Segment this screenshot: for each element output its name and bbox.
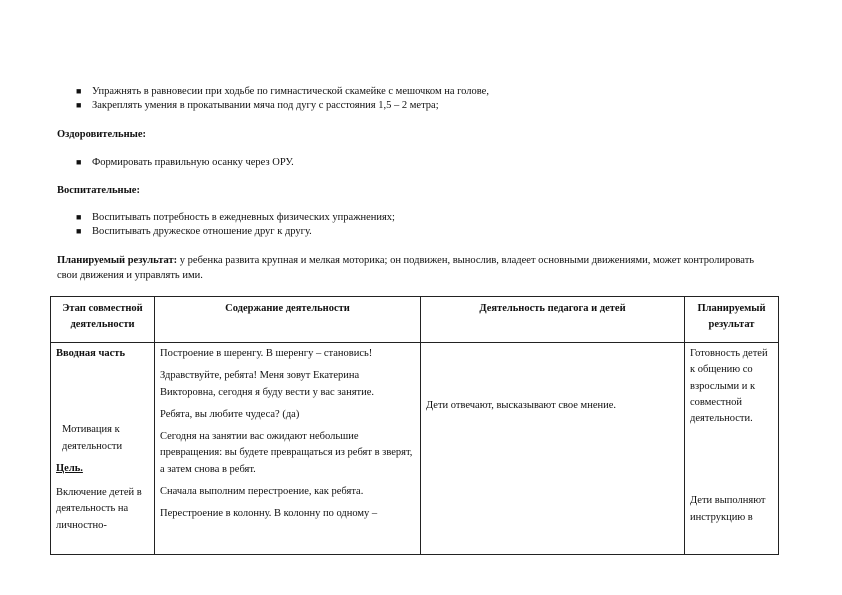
- bullet-icon: ■: [76, 157, 82, 167]
- header-result: Планируемый результат: [685, 297, 779, 343]
- content-line: Здравствуйте, ребята! Меня зовут Екатерина Викторовна, сегодня я буду вести у вас занятие.: [160, 370, 375, 398]
- content-line: Перестроение в колонну. В колонну по одному –: [160, 508, 378, 520]
- bullet-icon: ■: [76, 212, 82, 222]
- educational-bullet-list: [76, 211, 395, 239]
- list-item-text: Воспитывать потребность в ежедневных физических упражнениях;: [92, 212, 395, 223]
- content-line: Ребята, вы любите чудеса? (да): [160, 408, 300, 420]
- header-activity: Деятельность педагога и детей: [421, 297, 685, 343]
- health-heading: Оздоровительные:: [57, 129, 146, 140]
- educational-heading: Воспитательные:: [57, 185, 140, 196]
- list-item: [76, 99, 489, 113]
- content-cell: [155, 343, 421, 555]
- result-text: Дети выполняют инструкцию в: [690, 495, 766, 523]
- table-header-row: [51, 297, 779, 343]
- result-text: Готовность детей к общению со взрослыми и к совместной деятельности.: [690, 348, 768, 425]
- content-line: Построение в шеренгу. В шеренгу – становись!: [160, 348, 373, 359]
- content-line: Сначала выполним перестроение, как ребята.: [160, 485, 364, 497]
- skills-bullet-list: [76, 85, 489, 113]
- planned-result-text: у ребенка развита крупная и мелкая моторика; он подвижен, вынослив, владеет основными движениями, может контролировать свои движения и управлять ими.: [57, 255, 755, 282]
- bullet-icon: ■: [76, 226, 82, 237]
- stage-cell: [51, 343, 155, 555]
- health-bullet-list: [76, 156, 294, 170]
- table-row: [51, 343, 779, 555]
- list-item: [76, 211, 395, 225]
- stage-motivation: Мотивация к деятельности: [62, 424, 123, 452]
- activity-text: Дети отвечают, высказывают свое мнение.: [426, 400, 617, 411]
- bullet-icon: ■: [76, 100, 82, 111]
- header-content: Содержание деятельности: [155, 297, 421, 343]
- bullet-icon: ■: [76, 86, 82, 96]
- list-item: [76, 85, 489, 99]
- planned-result-paragraph: [57, 253, 777, 283]
- header-stage: Этап совместной деятельности: [51, 297, 155, 343]
- list-item-text: Формировать правильную осанку через ОРУ.: [92, 157, 294, 168]
- stage-goal-text: Включение детей в деятельность на личностно-: [56, 487, 142, 531]
- stage-title: Вводная часть: [56, 348, 126, 359]
- list-item-text: Воспитывать дружеское отношение друг к другу.: [92, 226, 312, 238]
- result-cell: [685, 343, 779, 555]
- activity-cell: [421, 343, 685, 555]
- list-item: [76, 225, 395, 239]
- stage-goal-label: Цель.: [56, 462, 83, 474]
- planned-result-label: Планируемый результат:: [57, 255, 178, 266]
- list-item: [76, 156, 294, 170]
- list-item-text: Упражнять в равновесии при ходьбе по гимнастической скамейке с мешочком на голове,: [92, 86, 489, 97]
- list-item-text: Закреплять умения в прокатывании мяча под дугу с расстояния 1,5 – 2 метра;: [92, 100, 439, 112]
- content-line: Сегодня на занятии вас ожидают небольшие превращения: вы будете превращаться из ребят в зверят, а затем снова в ребят.: [160, 431, 413, 475]
- lesson-plan-table: [50, 296, 779, 555]
